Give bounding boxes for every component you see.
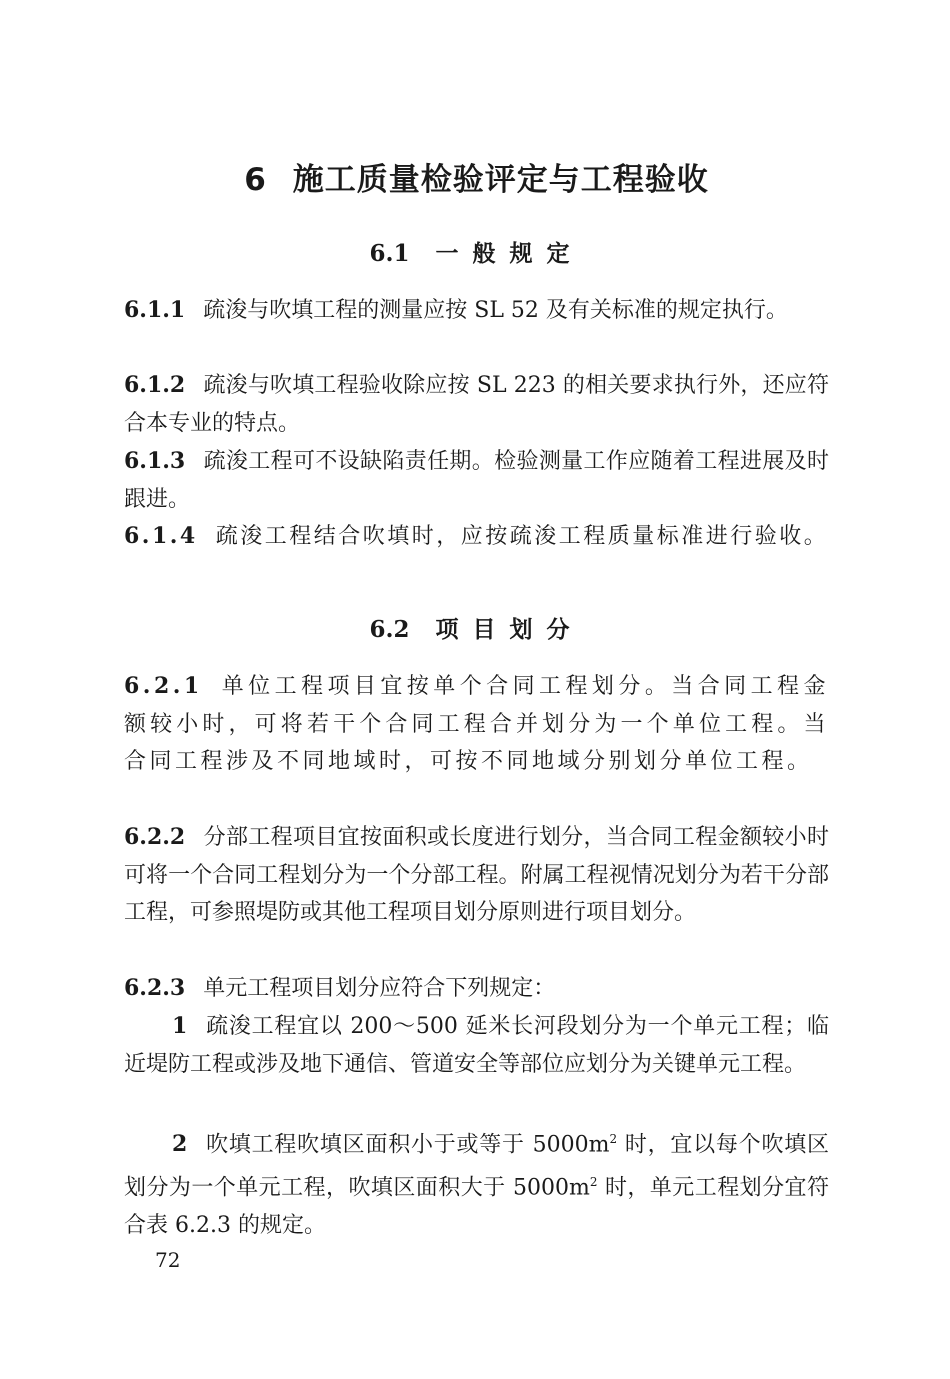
clause-number: 6.1.4 [124,523,198,549]
clause-6-2-3-item-1 [124,1008,829,1083]
chapter-number: 6 [244,162,267,198]
item-text: 疏浚工程宜以 200～500 延米长河段划分为一个单元工程；临近堤防工程或涉及地下通信、管道安全等部位应划分为关键单元工程。 [124,1014,829,1077]
clause-text: 疏浚工程可不设缺陷责任期。检验测量工作应随着工程进展及时跟进。 [124,449,829,512]
clause-number: 6.2.1 [124,673,203,699]
chapter-title-text: 施工质量检验评定与工程验收 [292,162,709,198]
clause-6-2-2 [124,819,829,932]
section-title-6-2 [124,612,829,648]
item-text-part-b: 时，宜以每个吹填区划分为一个单元工程，吹填区面积大于 5000m [124,1132,829,1201]
item-number: 2 [172,1131,188,1158]
item-text-part-c: 时，单元工程划分宜符合表 6.2.3 的规定。 [124,1175,829,1238]
chapter-title [124,158,829,202]
clause-text: 单位工程项目宜按单个合同工程划分。当合同工程金额较小时，可将若干个合同工程合并划分为一个单位工程。当合同工程涉及不同地域时，可按不同地域分别划分单位工程。 [124,674,829,774]
page-number: 72 [155,1248,181,1272]
clause-6-1-1 [124,292,829,330]
clause-6-2-3-item-2 [124,1121,829,1244]
section-title-text: 一般规定 [435,241,584,267]
clause-6-2-3 [124,970,829,1008]
section-title-text: 项目划分 [435,617,584,643]
item-text-part-a: 吹填工程吹填区面积小于或等于 5000m [205,1132,610,1158]
clause-number: 6.1.1 [124,297,186,323]
clause-number: 6.1.2 [124,372,186,398]
section-number: 6.1 [369,240,410,267]
clause-number: 6.2.2 [124,824,186,850]
clause-number: 6.2.3 [124,975,186,1001]
clause-text: 疏浚与吹填工程验收除应按 SL 223 的相关要求执行外，还应符合本专业的特点。 [124,373,829,436]
section-title-6-1 [124,236,829,272]
clause-number: 6.1.3 [124,448,186,474]
clause-text: 疏浚与吹填工程的测量应按 SL 52 及有关标准的规定执行。 [203,298,788,323]
clause-6-1-4 [124,518,829,556]
clause-6-2-1 [124,668,829,781]
section-number: 6.2 [369,616,410,643]
superscript: 2 [609,1132,618,1146]
superscript: 2 [589,1174,598,1189]
item-number: 1 [172,1013,188,1039]
clause-6-1-2 [124,367,829,442]
clause-text: 单元工程项目划分应符合下列规定： [203,976,556,1001]
clause-6-1-3 [124,443,829,518]
clause-text: 分部工程项目宜按面积或长度进行划分，当合同工程金额较小时可将一个合同工程划分为一个分部工程。附属工程视情况划分为若干分部工程，可参照堤防或其他工程项目划分原则进行项目划分。 [124,825,829,925]
clause-text: 疏浚工程结合吹填时，应按疏浚工程质量标准进行验收。 [215,524,829,549]
